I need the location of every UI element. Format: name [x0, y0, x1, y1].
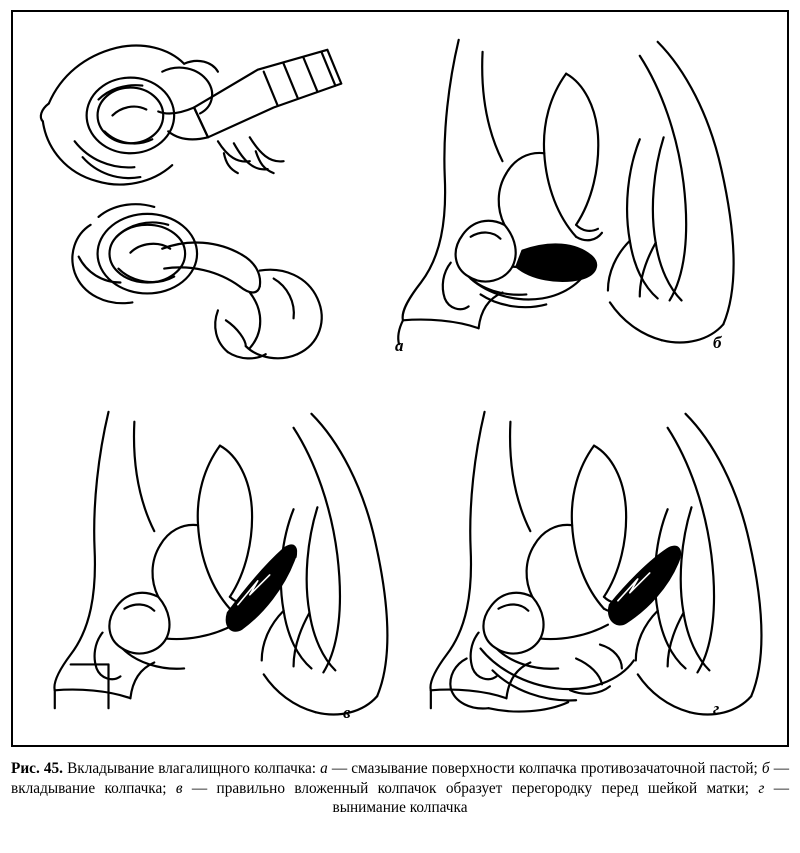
- caption-marker-b: б: [761, 760, 770, 777]
- panel-label-g: г: [713, 699, 720, 718]
- figure-illustration: [13, 12, 787, 745]
- caption-marker-a: а: [320, 760, 328, 777]
- panel-b-illustration: [398, 40, 733, 344]
- caption-text-a: — смазывание поверхности колпачка противозачаточной пастой;: [331, 760, 758, 777]
- panel-label-v: в: [343, 703, 351, 722]
- figure-caption: [11, 759, 789, 818]
- caption-text-g: — вынимание колпачка: [332, 779, 789, 816]
- caption-marker-v: в: [175, 779, 183, 797]
- figure-number: Рис. 45.: [11, 760, 63, 777]
- panel-v-illustration: [54, 412, 387, 715]
- panel-label-a: а: [395, 336, 404, 355]
- caption-text-v: — правильно вложенный колпачок образует перегородку перед шейкой матки;: [191, 779, 750, 797]
- panel-label-b: б: [713, 333, 722, 352]
- caption-text-b: — вкладывание колпачка;: [11, 760, 789, 797]
- caption-marker-g: г: [758, 779, 765, 797]
- panel-g-illustration: [430, 412, 761, 718]
- figure-title: Вкладывание влагалищного колпачка:: [67, 760, 317, 777]
- figure-frame: [11, 10, 789, 747]
- panel-a-illustration: [41, 46, 341, 359]
